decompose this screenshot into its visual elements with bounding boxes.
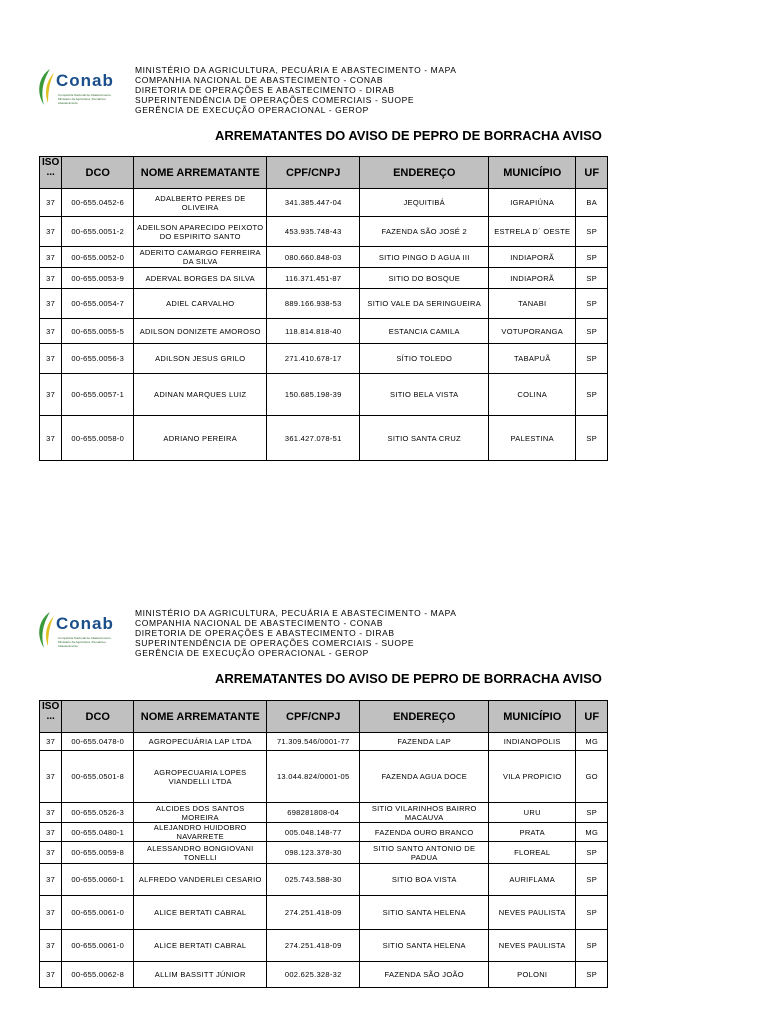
table-cell: 005.048.148-77 bbox=[267, 823, 360, 842]
column-header: CPF/CNPJ bbox=[267, 701, 360, 733]
table-cell: 889.166.938-53 bbox=[267, 289, 360, 319]
table-header-row bbox=[40, 157, 608, 189]
table-cell: 71.309.546/0001-77 bbox=[267, 733, 360, 751]
table-cell: 37 bbox=[40, 896, 62, 930]
table-cell: ADERVAL BORGES DA SILVA bbox=[134, 268, 267, 289]
table-cell: SP bbox=[576, 416, 608, 461]
table-cell: SP bbox=[576, 930, 608, 962]
table-cell: ADILSON JESUS GRILO bbox=[134, 344, 267, 374]
table-cell: 00-655.0478-0 bbox=[62, 733, 134, 751]
table-cell: 00-655.0062-8 bbox=[62, 962, 134, 988]
table-cell: POLONI bbox=[489, 962, 576, 988]
table-cell: 00-655.0452-6 bbox=[62, 189, 134, 217]
table-cell: 118.814.818-40 bbox=[267, 319, 360, 344]
table-cell: NEVES PAULISTA bbox=[489, 930, 576, 962]
table-cell: SP bbox=[576, 344, 608, 374]
table-row bbox=[40, 374, 608, 416]
table-cell: COLINA bbox=[489, 374, 576, 416]
table-cell: JEQUITIBÁ bbox=[360, 189, 489, 217]
table-cell: GO bbox=[576, 751, 608, 803]
table-row bbox=[40, 842, 608, 864]
table-cell: 00-655.0501-8 bbox=[62, 751, 134, 803]
table-cell: 37 bbox=[40, 289, 62, 319]
table-row bbox=[40, 217, 608, 247]
table-cell: VILA PROPICIO bbox=[489, 751, 576, 803]
table-cell: 00-655.0052-0 bbox=[62, 247, 134, 268]
table-cell: ALESSANDRO BONGIOVANI TONELLI bbox=[134, 842, 267, 864]
table-cell: SITIO BOA VISTA bbox=[360, 864, 489, 896]
column-header: DCO bbox=[62, 701, 134, 733]
table-cell: 274.251.418-09 bbox=[267, 930, 360, 962]
header-line: SUPERINTENDÊNCIA DE OPERAÇÕES COMERCIAIS - SUOPE bbox=[135, 638, 415, 648]
table-row bbox=[40, 751, 608, 803]
header-line: DIRETORIA DE OPERAÇÕES E ABASTECIMENTO - DIRAB bbox=[135, 628, 395, 638]
table-cell: 00-655.0053-9 bbox=[62, 268, 134, 289]
table-cell: 00-655.0480-1 bbox=[62, 823, 134, 842]
table-cell: 37 bbox=[40, 319, 62, 344]
table-cell: MG bbox=[576, 733, 608, 751]
table-cell: 37 bbox=[40, 864, 62, 896]
table-cell: SP bbox=[576, 896, 608, 930]
table-cell: TABAPUÃ bbox=[489, 344, 576, 374]
table-cell: AURIFLAMA bbox=[489, 864, 576, 896]
table-cell: 150.685.198-39 bbox=[267, 374, 360, 416]
column-header: UF bbox=[576, 157, 608, 189]
table-cell: SITIO SANTO ANTONIO DE PADUA bbox=[360, 842, 489, 864]
table-cell: 00-655.0059-8 bbox=[62, 842, 134, 864]
table-cell: IGRAPIÚNA bbox=[489, 189, 576, 217]
table-cell: TANABI bbox=[489, 289, 576, 319]
column-header: CPF/CNPJ bbox=[267, 157, 360, 189]
table-cell: 37 bbox=[40, 374, 62, 416]
table-cell: SP bbox=[576, 842, 608, 864]
column-header: NOME ARREMATANTE bbox=[134, 157, 267, 189]
column-header: UF bbox=[576, 701, 608, 733]
table-cell: ALFREDO VANDERLEI CESARIO bbox=[134, 864, 267, 896]
table-cell: 274.251.418-09 bbox=[267, 896, 360, 930]
table-cell: 37 bbox=[40, 962, 62, 988]
column-header: ENDEREÇO bbox=[360, 701, 489, 733]
table-row bbox=[40, 189, 608, 217]
column-header: ENDEREÇO bbox=[360, 157, 489, 189]
table-cell: 37 bbox=[40, 823, 62, 842]
header-line: COMPANHIA NACIONAL DE ABASTECIMENTO - CONAB bbox=[135, 75, 384, 85]
header-line: MINISTÉRIO DA AGRICULTURA, PECUÁRIA E ABASTECIMENTO - MAPA bbox=[135, 608, 457, 618]
table-cell: 341.385.447-04 bbox=[267, 189, 360, 217]
table-cell: URU bbox=[489, 803, 576, 823]
table-row bbox=[40, 289, 608, 319]
table-cell: 00-655.0061-0 bbox=[62, 896, 134, 930]
table-row bbox=[40, 416, 608, 461]
table-cell: 00-655.0060-1 bbox=[62, 864, 134, 896]
table-cell: PRATA bbox=[489, 823, 576, 842]
table-cell: ALLIM BASSITT JÚNIOR bbox=[134, 962, 267, 988]
table-cell: SP bbox=[576, 319, 608, 344]
brand-name: Conab bbox=[56, 71, 114, 90]
table-cell: ALICE BERTATI CABRAL bbox=[134, 930, 267, 962]
table-cell: PALESTINA bbox=[489, 416, 576, 461]
table-cell: ADILSON DONIZETE AMOROSO bbox=[134, 319, 267, 344]
table-row bbox=[40, 319, 608, 344]
column-header: MUNICÍPIO bbox=[489, 701, 576, 733]
header-line: DIRETORIA DE OPERAÇÕES E ABASTECIMENTO - DIRAB bbox=[135, 85, 395, 95]
table-cell: VOTUPORANGA bbox=[489, 319, 576, 344]
table-cell: ADIEL CARVALHO bbox=[134, 289, 267, 319]
table-row bbox=[40, 268, 608, 289]
table-cell: ALCIDES DOS SANTOS MOREIRA bbox=[134, 803, 267, 823]
table-cell: FAZENDA AGUA DOCE bbox=[360, 751, 489, 803]
table-cell: SP bbox=[576, 289, 608, 319]
table-cell: ADRIANO PEREIRA bbox=[134, 416, 267, 461]
table-cell: SITIO PINGO D AGUA III bbox=[360, 247, 489, 268]
column-header: NOME ARREMATANTE bbox=[134, 701, 267, 733]
agency-header bbox=[135, 65, 457, 115]
table-cell: 002.625.328-32 bbox=[267, 962, 360, 988]
table-cell: 080.660.848-03 bbox=[267, 247, 360, 268]
table-cell: 37 bbox=[40, 344, 62, 374]
table-row bbox=[40, 247, 608, 268]
table-cell: 37 bbox=[40, 247, 62, 268]
table-cell: ESTANCIA CAMILA bbox=[360, 319, 489, 344]
table-cell: SÍTIO TOLEDO bbox=[360, 344, 489, 374]
table-row bbox=[40, 344, 608, 374]
table-cell: ESTRELA D´ OESTE bbox=[489, 217, 576, 247]
table-cell: FAZENDA SÃO JOÃO bbox=[360, 962, 489, 988]
table-cell: MG bbox=[576, 823, 608, 842]
header-line: GERÊNCIA DE EXECUÇÃO OPERACIONAL - GEROP bbox=[135, 648, 369, 658]
table-cell: FAZENDA SÃO JOSÉ 2 bbox=[360, 217, 489, 247]
column-header: ISO ... bbox=[40, 157, 62, 189]
arrematantes-table bbox=[39, 700, 608, 988]
table-cell: 025.743.588-30 bbox=[267, 864, 360, 896]
header-line: SUPERINTENDÊNCIA DE OPERAÇÕES COMERCIAIS - SUOPE bbox=[135, 95, 415, 105]
table-cell: INDIANOPOLIS bbox=[489, 733, 576, 751]
table-cell: 37 bbox=[40, 842, 62, 864]
table-cell: 698281808-04 bbox=[267, 803, 360, 823]
table-cell: ADERITO CAMARGO FERREIRA DA SILVA bbox=[134, 247, 267, 268]
report-title: ARREMATANTES DO AVISO DE PEPRO DE BORRACHA AVISO bbox=[215, 128, 602, 143]
table-cell: SITIO SANTA HELENA bbox=[360, 896, 489, 930]
column-header: MUNICÍPIO bbox=[489, 157, 576, 189]
table-cell: BA bbox=[576, 189, 608, 217]
table-cell: 37 bbox=[40, 189, 62, 217]
table-cell: AGROPECUÁRIA LAP LTDA bbox=[134, 733, 267, 751]
table-cell: INDIAPORÃ bbox=[489, 247, 576, 268]
table-row bbox=[40, 896, 608, 930]
table-cell: 00-655.0061-0 bbox=[62, 930, 134, 962]
table-cell: 37 bbox=[40, 217, 62, 247]
header-line: GERÊNCIA DE EXECUÇÃO OPERACIONAL - GEROP bbox=[135, 105, 369, 115]
table-cell: ADALBERTO PERES DE OLIVEIRA bbox=[134, 189, 267, 217]
header-line: MINISTÉRIO DA AGRICULTURA, PECUÁRIA E ABASTECIMENTO - MAPA bbox=[135, 65, 457, 75]
table-row bbox=[40, 864, 608, 896]
table-cell: SITIO VILARINHOS BAIRRO MACAUVA bbox=[360, 803, 489, 823]
table-cell: SP bbox=[576, 864, 608, 896]
table-cell: SITIO SANTA CRUZ bbox=[360, 416, 489, 461]
column-header: DCO bbox=[62, 157, 134, 189]
table-cell: 37 bbox=[40, 268, 62, 289]
table-cell: SITIO VALE DA SERINGUEIRA bbox=[360, 289, 489, 319]
table-cell: ADEILSON APARECIDO PEIXOTO DO ESPIRITO SANTO bbox=[134, 217, 267, 247]
table-cell: SP bbox=[576, 247, 608, 268]
header-line: COMPANHIA NACIONAL DE ABASTECIMENTO - CONAB bbox=[135, 618, 384, 628]
table-cell: 00-655.0057-1 bbox=[62, 374, 134, 416]
table-cell: 37 bbox=[40, 751, 62, 803]
table-cell: ALICE BERTATI CABRAL bbox=[134, 896, 267, 930]
table-cell: 00-655.0526-3 bbox=[62, 803, 134, 823]
agency-header bbox=[135, 608, 457, 658]
table-row bbox=[40, 803, 608, 823]
table-cell: NEVES PAULISTA bbox=[489, 896, 576, 930]
table-cell: SP bbox=[576, 217, 608, 247]
table-cell: SITIO SANTA HELENA bbox=[360, 930, 489, 962]
table-cell: 453.935.748-43 bbox=[267, 217, 360, 247]
table-cell: 37 bbox=[40, 803, 62, 823]
table-cell: INDIAPORÃ bbox=[489, 268, 576, 289]
report-title: ARREMATANTES DO AVISO DE PEPRO DE BORRACHA AVISO bbox=[215, 671, 602, 686]
arrematantes-table bbox=[39, 156, 608, 461]
table-cell: SITIO DO BOSQUE bbox=[360, 268, 489, 289]
table-row bbox=[40, 823, 608, 842]
conab-logo bbox=[36, 606, 120, 656]
brand-tagline: Companhia Nacional de Abastecimento · Ministério da Agricultura, Pecuária e Abastecimento bbox=[58, 93, 113, 105]
table-cell: ALEJANDRO HUIDOBRO NAVARRETE bbox=[134, 823, 267, 842]
brand-tagline: Companhia Nacional de Abastecimento · Ministério da Agricultura, Pecuária e Abastecimento bbox=[58, 636, 113, 648]
table-cell: SP bbox=[576, 803, 608, 823]
table-cell: 00-655.0056-3 bbox=[62, 344, 134, 374]
table-cell: 00-655.0054-7 bbox=[62, 289, 134, 319]
table-cell: 00-655.0058-0 bbox=[62, 416, 134, 461]
table-cell: 098.123.378-30 bbox=[267, 842, 360, 864]
table-row bbox=[40, 930, 608, 962]
conab-logo bbox=[36, 63, 120, 113]
table-cell: FLOREAL bbox=[489, 842, 576, 864]
column-header: ISO ... bbox=[40, 701, 62, 733]
table-cell: 00-655.0055-5 bbox=[62, 319, 134, 344]
table-cell: SP bbox=[576, 962, 608, 988]
table-cell: 37 bbox=[40, 930, 62, 962]
table-cell: 13.044.824/0001-05 bbox=[267, 751, 360, 803]
table-cell: 00-655.0051-2 bbox=[62, 217, 134, 247]
table-header-row bbox=[40, 701, 608, 733]
table-cell: ADINAN MARQUES LUIZ bbox=[134, 374, 267, 416]
table-cell: AGROPECUARIA LOPES VIANDELLI LTDA bbox=[134, 751, 267, 803]
table-cell: 271.410.678-17 bbox=[267, 344, 360, 374]
table-row bbox=[40, 733, 608, 751]
table-row bbox=[40, 962, 608, 988]
brand-name: Conab bbox=[56, 614, 114, 633]
table-cell: FAZENDA LAP bbox=[360, 733, 489, 751]
table-cell: SITIO BELA VISTA bbox=[360, 374, 489, 416]
table-cell: SP bbox=[576, 374, 608, 416]
table-cell: FAZENDA OURO BRANCO bbox=[360, 823, 489, 842]
table-cell: 116.371.451-87 bbox=[267, 268, 360, 289]
table-cell: 37 bbox=[40, 416, 62, 461]
table-cell: 361.427.078-51 bbox=[267, 416, 360, 461]
table-cell: 37 bbox=[40, 733, 62, 751]
table-cell: SP bbox=[576, 268, 608, 289]
